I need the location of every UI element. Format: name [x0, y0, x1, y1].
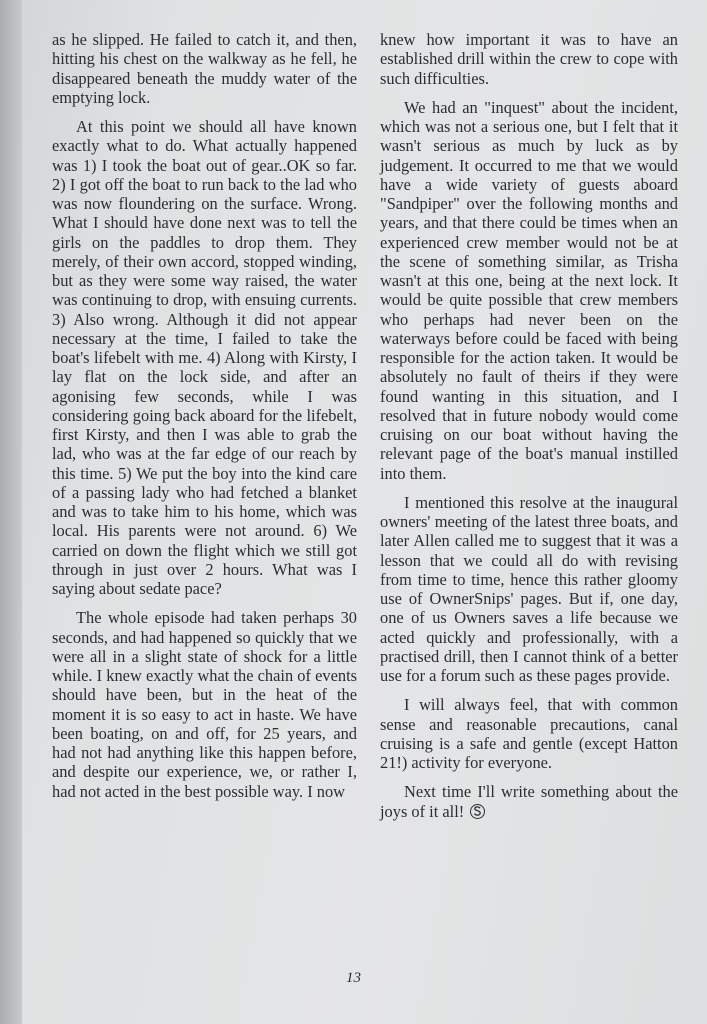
page-number: 13 — [346, 970, 361, 986]
page-gutter-shadow — [0, 0, 22, 1024]
paragraph: I mentioned this resolve at the inaugural owners' meeting of the latest three boats, and later Allen called me to suggest that it was a lesson that we could all do with revising from time to time, hence this rather gloomy use of OwnerSnips' pages. But if, one day, one of us Owners saves a life because we acted quickly and professionally, with a practised drill, then I cannot think of a better use for a forum such as these pages provide. — [380, 492, 678, 685]
closing-text: Next time I'll write something about the joys of it all! — [380, 782, 678, 821]
paragraph: as he slipped. He failed to catch it, and then, hitting his chest on the walkway as he fell, he disappeared beneath the muddy water of the emptying lock. — [52, 30, 357, 107]
right-text-column — [380, 30, 678, 831]
paragraph: We had an "inquest" about the incident, which was not a serious one, but I felt that it wasn't serious as much by luck as by judgement. It occurred to me that we would have a wide variety of guests aboard "Sandpiper" over the following months and years, and that there could be times when an experienced crew member would not be at the scene of something similar, as Trisha wasn't at this one, being at the next lock. It would be quite possible that crew members who perhaps had never been on the waterways before could be faced with being responsible for the action taken. It would be absolutely no fault of theirs if they were found wanting in this situation, and I resolved that in future nobody would come cruising on our boat without having the relevant page of the boat's manual instilled into them. — [380, 97, 678, 483]
circled-s-end-mark-icon — [470, 804, 485, 819]
paragraph: At this point we should all have known exactly what to do. What actually happened was 1) I took the boat out of gear..OK so far. 2) I got off the boat to run back to the lad who was now floundering on the surface. Wrong. What I should have done next was to tell the girls on the paddles to drop them. They merely, of their own accord, stopped winding, but as they were some way raised, the water was continuing to drop, with ensuing currents. 3) Also wrong. Although it did not appear necessary at the time, I failed to take the boat's lifebelt with me. 4) Along with Kirsty, I lay flat on the lock side, and after an agonising few seconds, while I was considering going back aboard for the lifebelt, first Kirsty, and then I was able to grab the lad, who was at the far edge of our reach by this time. 5) We put the boy into the kind care of a passing lady who had fetched a blanket and was to take him to his home, which was local. His parents were not around. 6) We carried on down the flight which we still got through in just over 2 hours. What was I saying about sedate pace? — [52, 117, 357, 598]
paragraph: knew how important it was to have an established drill within the crew to cope with such difficulties. — [380, 30, 678, 88]
closing-paragraph — [380, 782, 678, 821]
left-text-column — [52, 30, 357, 811]
paragraph: The whole episode had taken perhaps 30 seconds, and had happened so quickly that we were all in a slight state of shock for a little while. I knew exactly what the chain of events should have been, but in the heat of the moment it is so easy to act in haste. We have been boating, on and off, for 25 years, and had not had anything like this happen before, and despite our experience, we, or rather I, had not acted in the best possible way. I now — [52, 608, 357, 801]
paragraph: I will always feel, that with common sense and reasonable precautions, canal cruising is a safe and gentle (except Hatton 21!) activity for everyone. — [380, 695, 678, 772]
